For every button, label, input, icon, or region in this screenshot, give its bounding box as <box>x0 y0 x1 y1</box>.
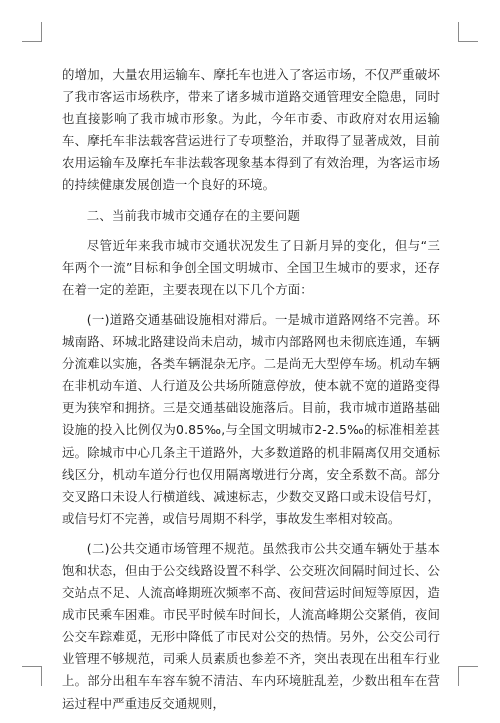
crop-mark-bottom-right-vertical <box>458 666 459 686</box>
crop-mark-bottom-left-horizontal <box>22 666 42 667</box>
crop-mark-top-right-horizontal <box>458 41 478 42</box>
paragraph-infrastructure: (一)道路交通基础设施相对滞后。一是城市道路网络不完善。环城南路、环城北路建设尚未启动，城市内部路网也未彻底连通，车辆分流难以实施，各类车辆混杂无序。二是尚无大型停车场。机动车辆在非机动车道、人行道及公共场所随意停放，使本就不宽的道路变得更为狭窄和拥挤。三是交通基础设施落后。目前，我市城市道路基础设施的投入比例仅为0.85‰,与全国文明城市2-2.5‰的标准相差甚远。除城市中心几条主干道路外，大多数道路的机非隔离仅用交通标线区分，机动车道分行也仅用隔离墩进行分离，安全系数不高。部分交叉路口未设人行横道线、减速标志，少数交叉路口或未设信号灯，或信号灯不完善，或信号周期不科学，事故发生率相对较高。 <box>62 311 440 526</box>
crop-mark-bottom-left-vertical <box>41 666 42 686</box>
paragraph-continued: 的增加，大量农用运输车、摩托车也进入了客运市场，不仅严重破坏了我市客运市场秩序，带来了诸多城市道路交通管理安全隐患，同时也直接影响了我市城市形象。为此，今年市委、市政府对农用运输车、摩托车非法载客营运进行了专项整治，并取得了显著成效，目前农用运输车及摩托车非法载客现象基本得到了有效治理，为客运市场的持续健康发展创造一个良好的环境。 <box>62 67 440 193</box>
crop-mark-top-right-vertical <box>458 22 459 42</box>
crop-mark-top-left-vertical <box>41 22 42 42</box>
section-heading: 二、当前我市城市交通存在的主要问题 <box>86 207 300 223</box>
crop-mark-bottom-right-horizontal <box>458 666 478 667</box>
paragraph-public-transport: (二)公共交通市场管理不规范。虽然我市公共交通车辆处于基本饱和状态，但由于公交线路设置不科学、公交班次间隔时间过长、公交站点不足、人流高峰期班次频率不高、夜间营运时间短等原因，造成市民乘车困难。市民平时候车时间长，人流高峰期公交紧俏，夜间公交车踪难觅，无形中降低了市民对公交的热情。另外，公交公司行业管理不够规范，司乘人员素质也参差不齐，突出表现在出租车行业上。部分出租车车容车貌不清洁、车内环境脏乱差，少数出租车在营运过程中严重违反交通规则， <box>62 540 440 711</box>
document-page <box>62 64 440 723</box>
crop-mark-top-left-horizontal <box>22 41 42 42</box>
paragraph-intro: 尽管近年来我市城市交通状况发生了日新月异的变化，但与“三年两个一流”目标和争创全国文明城市、全国卫生城市的要求，还存在着一定的差距，主要表现在以下几个方面： <box>62 237 440 297</box>
